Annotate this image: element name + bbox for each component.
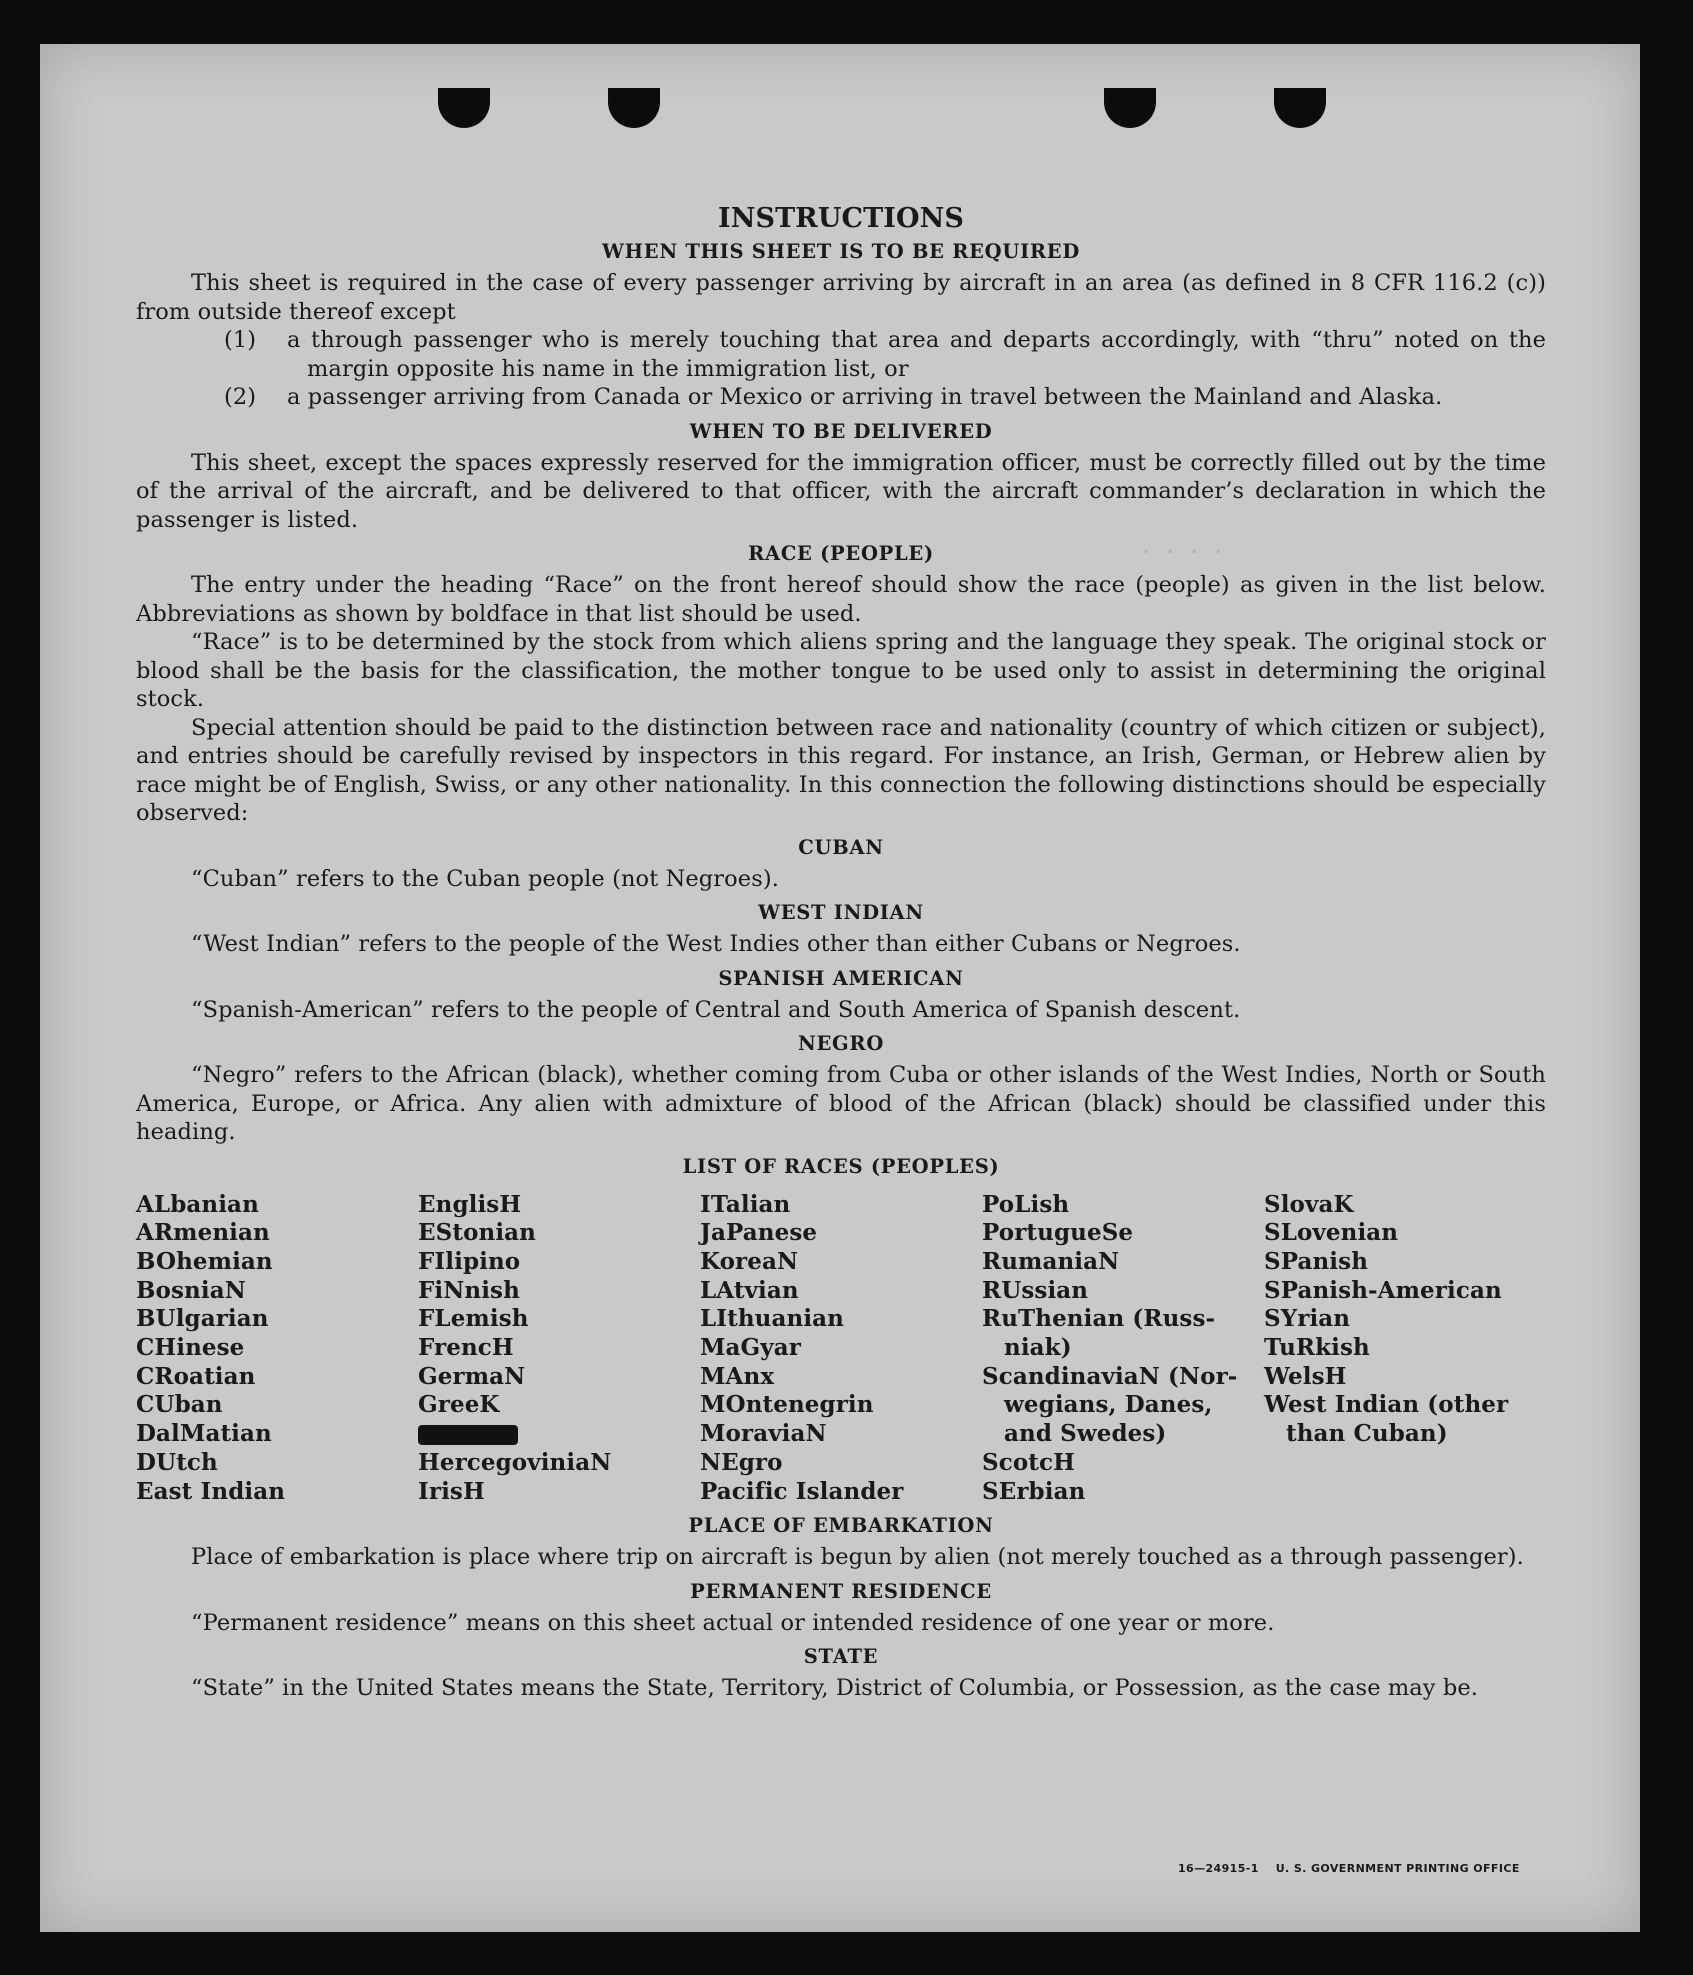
item-text: a passenger arriving from Canada or Mexico or arriving in travel between the Mainland and Alaska. bbox=[287, 384, 1443, 410]
race-entry: SYrian bbox=[1264, 1305, 1351, 1333]
races-column bbox=[700, 1191, 982, 1507]
embarkation-paragraph: Place of embarkation is place where trip on aircraft is begun by alien (not merely touched as a through passenger). bbox=[191, 1544, 1524, 1571]
race-entry: CHinese bbox=[136, 1334, 245, 1362]
race-paragraph-2: “Race” is to be determined by the stock from which aliens spring and the language they speak. The original stock or blood shall be the basis for the classification, the mother tongue to be used only to assist in determining the original stock. bbox=[136, 629, 1546, 712]
race-entry: PortugueSe bbox=[982, 1219, 1134, 1247]
race-entry: niak) bbox=[1004, 1334, 1072, 1362]
race-entry: MaGyar bbox=[700, 1334, 801, 1362]
section-heading-state: STATE bbox=[803, 1645, 879, 1669]
section-heading-cuban: CUBAN bbox=[798, 835, 884, 859]
race-entry: RuThenian (Russ- bbox=[982, 1305, 1216, 1333]
negro-paragraph: “Negro” refers to the African (black), whether coming from Cuba or other islands of the West Indies, North or South America, Europe, or Africa. Any alien with admixture of blood of the African (black) should be classified under this heading. bbox=[136, 1062, 1546, 1145]
race-entry: RumaniaN bbox=[982, 1247, 1120, 1275]
race-entry: ARmenian bbox=[136, 1219, 270, 1247]
race-entry: West Indian (other bbox=[1264, 1391, 1509, 1419]
delivered-paragraph: This sheet, except the spaces expressly reserved for the immigration officer, must be correctly filled out by the time of the arrival of the aircraft, and be delivered to that officer, with the aircraft commander’s declaration in which the passenger is listed. bbox=[136, 449, 1546, 533]
punch-hole bbox=[438, 88, 490, 128]
item-text: a through passenger who is merely touching that area and departs accordingly, with “thru” noted on the margin opposite his name in the immigration list, or bbox=[287, 327, 1546, 382]
race-entry: SPanish bbox=[1264, 1247, 1369, 1275]
race-entry: BosniaN bbox=[136, 1276, 246, 1304]
races-column bbox=[136, 1191, 418, 1507]
race-entry: PoLish bbox=[982, 1190, 1070, 1218]
race-entry: TuRkish bbox=[1264, 1334, 1370, 1362]
race-entry: CUban bbox=[136, 1391, 223, 1419]
race-paragraph-1: The entry under the heading “Race” on the front hereof should show the race (people) as given in the list below. Abbreviations as shown by boldface in that list should be used. bbox=[136, 572, 1546, 627]
punch-hole bbox=[608, 88, 660, 128]
item-number: (2) bbox=[224, 384, 257, 410]
race-entry: SlovaK bbox=[1264, 1190, 1354, 1218]
section-heading-required: WHEN THIS SHEET IS TO BE REQUIRED bbox=[602, 240, 1080, 263]
race-entry: wegians, Danes, bbox=[1004, 1391, 1213, 1419]
races-column bbox=[1264, 1191, 1546, 1507]
race-entry: FrencH bbox=[418, 1334, 514, 1362]
section-heading-delivered: WHEN TO BE DELIVERED bbox=[689, 419, 993, 443]
section-heading-negro: NEGRO bbox=[797, 1032, 885, 1055]
race-entry: LIthuanian bbox=[700, 1305, 844, 1333]
race-entry: ScotcH bbox=[982, 1448, 1075, 1476]
race-entry bbox=[418, 1420, 700, 1449]
required-paragraph: This sheet is required in the case of every passenger arriving by aircraft in an area (as defined in 8 CFR 116.2 (c)) from outside thereof except bbox=[136, 270, 1546, 325]
exception-item bbox=[106, 326, 1546, 383]
instructions-body bbox=[136, 194, 1546, 1703]
document-page bbox=[40, 44, 1640, 1932]
race-entry: KoreaN bbox=[700, 1247, 799, 1275]
races-list bbox=[136, 1191, 1546, 1507]
race-entry: ScandinaviaN (Nor- bbox=[982, 1362, 1238, 1390]
west-indian-paragraph: “West Indian” refers to the people of the West Indies other than either Cubans or Negroes. bbox=[191, 931, 1241, 957]
race-entry: RUssian bbox=[982, 1276, 1089, 1304]
race-entry: IrisH bbox=[418, 1477, 485, 1505]
race-entry: and Swedes) bbox=[1004, 1420, 1167, 1448]
race-entry: GermaN bbox=[418, 1362, 526, 1390]
race-entry: East Indian bbox=[136, 1477, 286, 1505]
section-heading-race: RACE (PEOPLE) bbox=[748, 542, 934, 565]
race-entry: GreeK bbox=[418, 1391, 500, 1419]
spanish-american-paragraph: “Spanish-American” refers to the people of Central and South America of Spanish descent. bbox=[191, 996, 1241, 1023]
residence-paragraph: “Permanent residence” means on this sheet actual or intended residence of one year or more. bbox=[191, 1609, 1275, 1636]
race-entry: SErbian bbox=[982, 1477, 1086, 1505]
race-entry: SLovenian bbox=[1264, 1219, 1399, 1247]
section-heading-residence: PERMANENT RESIDENCE bbox=[690, 1579, 992, 1603]
race-entry: SPanish-American bbox=[1264, 1276, 1502, 1304]
race-entry: BUlgarian bbox=[136, 1305, 269, 1333]
race-entry: HercegoviniaN bbox=[418, 1448, 612, 1476]
race-entry: DUtch bbox=[136, 1448, 218, 1476]
punch-hole bbox=[1274, 88, 1326, 128]
exception-list bbox=[136, 326, 1546, 412]
form-code: 16—24915-1 bbox=[1178, 1862, 1259, 1875]
race-entry: DalMatian bbox=[136, 1420, 272, 1448]
race-paragraph-3: Special attention should be paid to the distinction between race and nationality (country of which citizen or subject), and entries should be carefully revised by inspectors in this regard. For instance, an Irish, German, or Hebrew alien by race might be of English, Swiss, or any other nationality. In this connection the following distinctions should be especially observed: bbox=[136, 714, 1546, 826]
race-entry: EStonian bbox=[418, 1219, 536, 1247]
section-heading-spanish-american: SPANISH AMERICAN bbox=[718, 966, 964, 990]
race-entry: ITalian bbox=[700, 1190, 791, 1218]
race-entry: FIlipino bbox=[418, 1247, 521, 1275]
item-number: (1) bbox=[224, 327, 257, 353]
race-entry: LAtvian bbox=[700, 1276, 799, 1304]
cuban-paragraph: “Cuban” refers to the Cuban people (not Negroes). bbox=[191, 865, 779, 892]
race-entry: FiNnish bbox=[418, 1276, 520, 1304]
redaction-mark bbox=[418, 1425, 518, 1445]
page-title: INSTRUCTIONS bbox=[718, 203, 964, 234]
race-entry: WelsH bbox=[1264, 1362, 1347, 1390]
race-entry: MAnx bbox=[700, 1362, 775, 1390]
section-heading-races-list: LIST OF RACES (PEOPLES) bbox=[682, 1154, 1000, 1178]
race-entry: NEgro bbox=[700, 1448, 783, 1476]
race-entry: MoraviaN bbox=[700, 1420, 827, 1448]
races-column bbox=[418, 1191, 700, 1507]
race-entry: JaPanese bbox=[700, 1219, 818, 1247]
race-entry: CRoatian bbox=[136, 1362, 256, 1390]
printer-footer bbox=[1178, 1862, 1520, 1875]
race-entry: than Cuban) bbox=[1286, 1420, 1448, 1448]
race-entry: EnglisH bbox=[418, 1190, 522, 1218]
race-entry: FLemish bbox=[418, 1305, 529, 1333]
race-entry: BOhemian bbox=[136, 1247, 273, 1275]
race-entry: Pacific Islander bbox=[700, 1477, 904, 1505]
bleed-through-mark: . . . . bbox=[1140, 534, 1225, 558]
state-paragraph: “State” in the United States means the State, Territory, District of Columbia, or Possession, as the case may be. bbox=[191, 1675, 1479, 1702]
printing-office: U. S. GOVERNMENT PRINTING OFFICE bbox=[1275, 1862, 1520, 1875]
punch-hole bbox=[1104, 88, 1156, 128]
race-entry: MOntenegrin bbox=[700, 1391, 874, 1419]
section-heading-embarkation: PLACE OF EMBARKATION bbox=[688, 1514, 994, 1538]
races-column bbox=[982, 1191, 1264, 1507]
exception-item bbox=[106, 383, 1546, 412]
section-heading-west-indian: WEST INDIAN bbox=[758, 901, 924, 924]
race-entry: ALbanian bbox=[136, 1190, 259, 1218]
